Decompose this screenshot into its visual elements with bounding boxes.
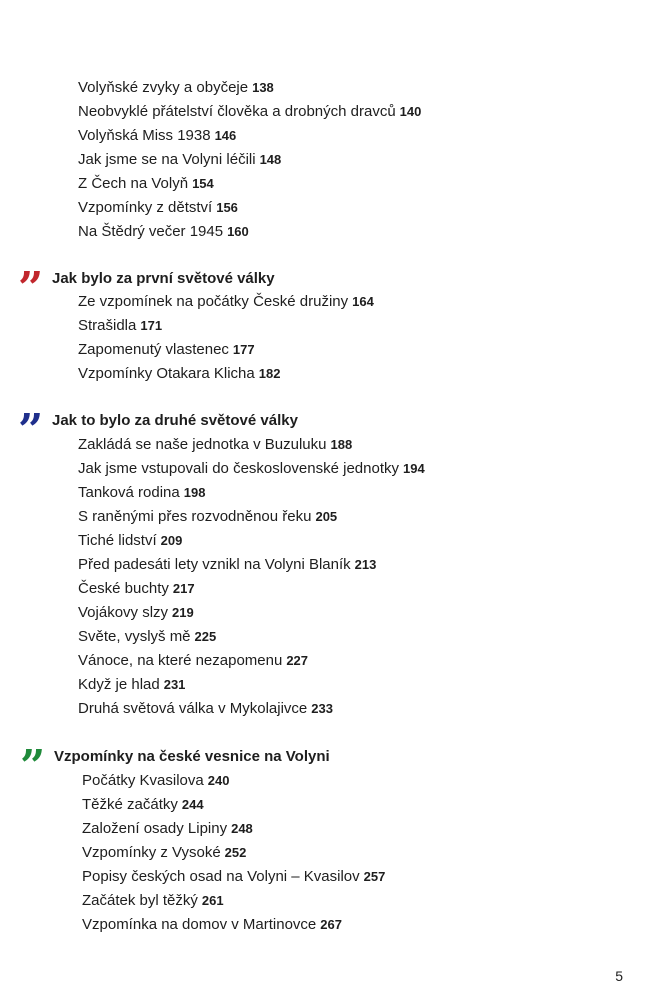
toc-entry-page: 188 — [330, 437, 353, 452]
toc-entry-page: 205 — [315, 509, 338, 524]
toc-entry — [78, 529, 425, 553]
toc-entry — [78, 433, 425, 457]
toc-entry — [78, 362, 374, 386]
toc-entry-title: Z Čech na Volyň — [78, 175, 189, 192]
toc-entry — [78, 649, 425, 673]
toc-entry — [82, 817, 385, 841]
toc-entry — [78, 457, 425, 481]
toc-entry-title: Na Štědrý večer 1945 — [78, 223, 224, 240]
toc-entry-page: 217 — [172, 581, 195, 596]
toc-entry — [82, 769, 385, 793]
toc-entry-page: 146 — [214, 128, 237, 143]
toc-entry — [78, 76, 421, 100]
toc-entry-page: 140 — [399, 104, 422, 119]
toc-entry — [82, 841, 385, 865]
toc-entry-page: 148 — [259, 152, 282, 167]
toc-ww2-list — [78, 433, 425, 721]
toc-entry — [78, 314, 374, 338]
toc-entry-title: Volyňské zvyky a obyčeje — [78, 79, 249, 96]
toc-entry-title: Před padesáti lety vznikl na Volyni Blaník — [78, 556, 351, 573]
toc-entry — [78, 505, 425, 529]
toc-entry — [78, 673, 425, 697]
toc-entry-page: 213 — [354, 557, 377, 572]
blue-quote-mark-icon: ” — [18, 405, 42, 456]
toc-entry-page: 267 — [320, 917, 342, 932]
toc-entry — [82, 889, 385, 913]
toc-entry-title: Světe, vyslyš mě — [78, 628, 191, 645]
toc-entry-page: 233 — [311, 701, 333, 716]
toc-entry-page: 240 — [207, 773, 230, 788]
toc-entry — [82, 913, 385, 937]
toc-entry — [78, 290, 374, 314]
toc-entry — [78, 697, 425, 721]
toc-entry-title: Zakládá se naše jednotka v Buzuluku — [78, 436, 327, 453]
toc-villages-list — [82, 769, 385, 937]
toc-entry — [78, 601, 425, 625]
toc-entry — [78, 148, 421, 172]
toc-entry-title: Začátek byl těžký — [82, 892, 198, 909]
toc-entry-page: 164 — [352, 294, 374, 309]
toc-entry-page: 219 — [172, 605, 194, 620]
section-title: Jak bylo za první světové války — [52, 270, 275, 287]
toc-intro-list — [78, 76, 421, 244]
toc-ww1-list — [78, 290, 374, 386]
toc-entry — [78, 338, 374, 362]
toc-entry — [78, 220, 421, 244]
toc-entry-page: 156 — [216, 200, 238, 215]
toc-entry — [78, 196, 421, 220]
toc-entry-page: 194 — [403, 461, 425, 476]
toc-entry-title: Vánoce, na které nezapomenu — [78, 652, 283, 669]
toc-entry-page: 225 — [194, 629, 217, 644]
toc-entry — [78, 481, 425, 505]
toc-entry — [78, 553, 425, 577]
toc-entry-title: Těžké začátky — [82, 796, 178, 813]
toc-entry-title: Tiché lidství — [78, 532, 157, 549]
toc-entry-page: 177 — [232, 342, 255, 357]
toc-entry-page: 154 — [192, 176, 214, 191]
toc-entry-title: Zapomenutý vlastenec — [78, 341, 229, 358]
section-title: Jak to bylo za druhé světové války — [52, 412, 298, 429]
page-number: 5 — [615, 968, 623, 984]
toc-entry-page: 182 — [258, 366, 281, 381]
toc-entry-title: Jak jsme vstupovali do československé jednotky — [78, 460, 399, 477]
toc-entry-title: Volyňská Miss 1938 — [78, 127, 211, 144]
toc-entry-page: 261 — [201, 893, 224, 908]
toc-entry-page: 171 — [140, 318, 163, 333]
toc-entry-page: 138 — [252, 80, 274, 95]
toc-entry-title: Vzpomínka na domov v Martinovce — [82, 916, 317, 933]
toc-entry-page: 198 — [183, 485, 206, 500]
toc-entry-title: Popisy českých osad na Volyni – Kvasilov — [82, 868, 360, 885]
toc-entry-title: Vojákovy slzy — [78, 604, 169, 621]
toc-entry — [78, 124, 421, 148]
toc-entry-title: Vzpomínky Otakara Klicha — [78, 365, 255, 382]
toc-entry-title: S raněnými přes rozvodněnou řeku — [78, 508, 312, 525]
toc-entry-page: 244 — [181, 797, 204, 812]
toc-entry-title: Vzpomínky z Vysoké — [82, 844, 221, 861]
toc-entry-title: Počátky Kvasilova — [82, 772, 204, 789]
toc-entry-title: Jak jsme se na Volyni léčili — [78, 151, 256, 168]
toc-entry-title: Ze vzpomínek na počátky České družiny — [78, 293, 349, 310]
toc-entry-page: 257 — [363, 869, 386, 884]
green-quote-mark-icon: ” — [20, 741, 44, 792]
toc-entry-page: 252 — [224, 845, 247, 860]
toc-entry-title: Vzpomínky z dětství — [78, 199, 213, 216]
toc-entry — [78, 625, 425, 649]
toc-entry-title: České buchty — [78, 580, 169, 597]
toc-entry-title: Založení osady Lipiny — [82, 820, 228, 837]
toc-entry-title: Tanková rodina — [78, 484, 180, 501]
red-quote-mark-icon: ” — [18, 263, 42, 314]
toc-entry-page: 231 — [163, 677, 186, 692]
toc-entry — [82, 865, 385, 889]
toc-entry — [78, 172, 421, 196]
toc-entry-title: Druhá světová válka v Mykolajivce — [78, 700, 308, 717]
toc-entry-page: 227 — [286, 653, 309, 668]
toc-entry-title: Když je hlad — [78, 676, 160, 693]
toc-entry-page: 209 — [160, 533, 183, 548]
toc-entry-page: 248 — [231, 821, 253, 836]
toc-entry — [82, 793, 385, 817]
toc-entry-title: Strašidla — [78, 317, 137, 334]
toc-entry — [78, 100, 421, 124]
toc-entry-title: Neobvyklé přátelství člověka a drobných dravců — [78, 103, 396, 120]
section-title: Vzpomínky na české vesnice na Volyni — [54, 748, 330, 765]
toc-entry-page: 160 — [227, 224, 249, 239]
toc-entry — [78, 577, 425, 601]
